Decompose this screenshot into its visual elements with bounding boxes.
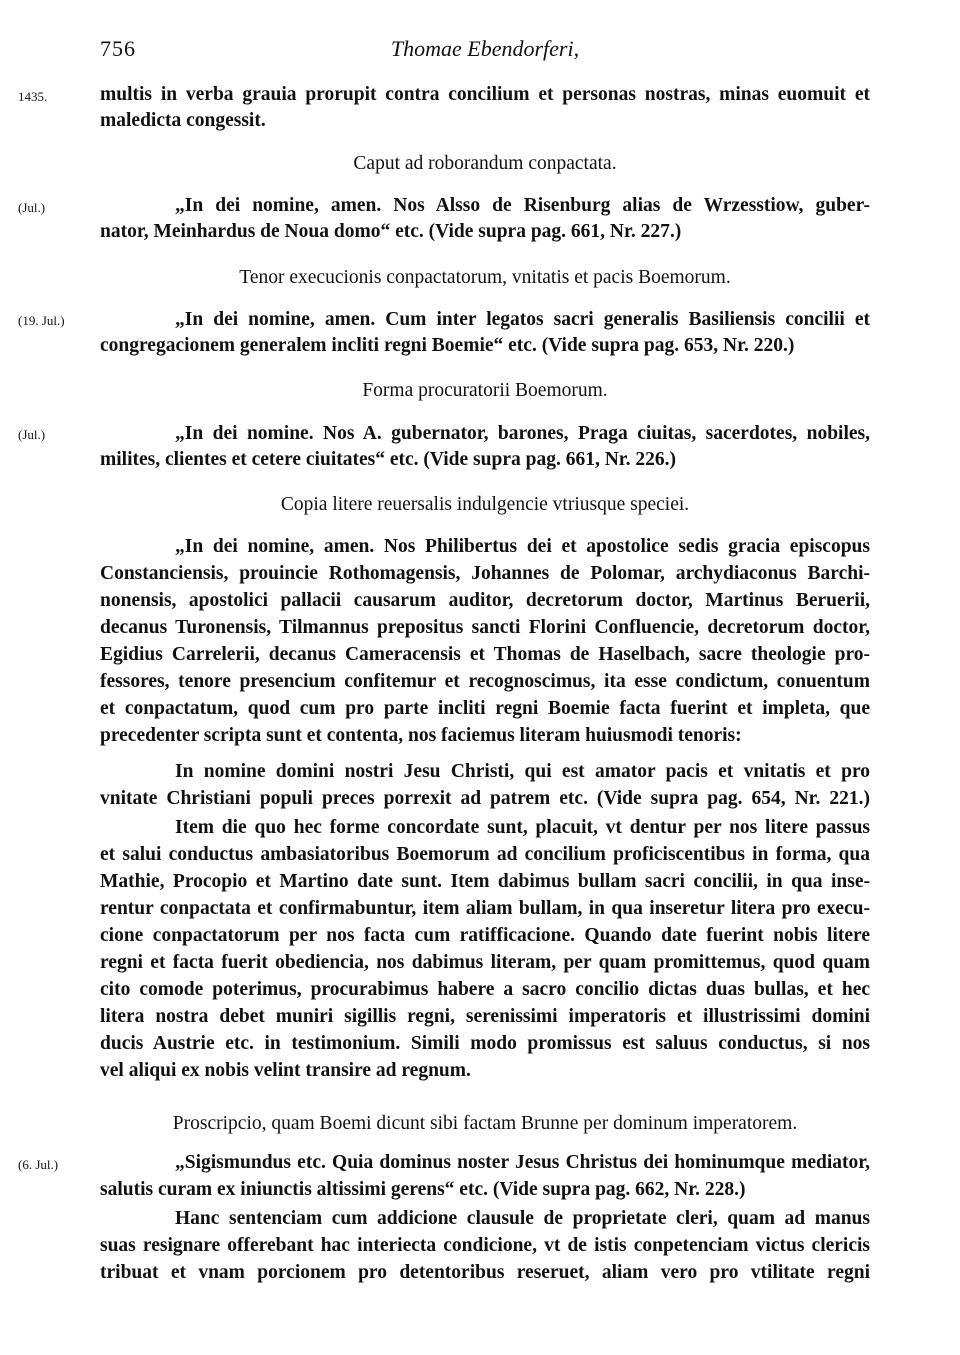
text-line: et salui conductus ambasiatoribus Boemorum ad concilium proficiscentibus in forma, qua: [100, 844, 870, 865]
text-line: cione conpactatorum per nos facta cum ratifficacione. Quando date fuerint nobis litere: [100, 925, 870, 946]
text-line: „In dei nomine, amen. Nos Philibertus dei et apostolice sedis gracia episcopus: [175, 536, 870, 557]
running-title: Thomae Ebendorferi,: [390, 36, 580, 61]
section-heading: Copia litere reuersalis indulgencie vtriusque speciei.: [280, 494, 690, 515]
text-line: suas resignare offerebant hac interiecta condicione, vt de istis conpetenciam victus clericis: [100, 1235, 870, 1256]
text-line: fessores, tenore presencium confitemur et recognoscimus, ita esse condictum, conuentum: [100, 671, 870, 692]
text-line: nonensis, apostolici pallacii causarum auditor, decretorum doctor, Martinus Beruerii,: [100, 590, 870, 611]
margin-note-date: (Jul.): [18, 427, 46, 442]
margin-note-date: (6. Jul.): [18, 1157, 59, 1172]
page-header: [100, 36, 870, 66]
margin-note-date: (Jul.): [18, 200, 46, 215]
section-heading: Proscripcio, quam Boemi dicunt sibi factam Brunne per dominum imperatorem.: [172, 1113, 798, 1134]
text-line: regni et facta fuerit obediencia, nos dabimus literam, per quam promittemus, quod quam: [100, 952, 870, 973]
text-line: „In dei nomine. Nos A. gubernator, barones, Praga ciuitas, sacerdotes, nobiles,: [175, 423, 870, 444]
margin-note-year: 1435.: [18, 89, 48, 104]
text-line: cito comode poterimus, procurabimus habere a sacro concilio dictas duas bullas, et hec: [100, 979, 870, 1000]
section-heading: Tenor execucionis conpactatorum, vnitatis et pacis Boemorum.: [239, 267, 731, 288]
text-line: In nomine domini nostri Jesu Christi, qui est amator pacis et vnitatis et pro: [175, 761, 870, 782]
text-line: milites, clientes et cetere ciuitates“ etc. (Vide supra pag. 661, Nr. 226.): [100, 449, 677, 470]
text-line: ducis Austrie etc. in testimonium. Simili modo promissus est saluus conductus, si nos: [100, 1033, 870, 1054]
section-heading: Forma procuratorii Boemorum.: [362, 380, 608, 401]
text-line: Item die quo hec forme concordate sunt, placuit, vt dentur per nos litere passus: [175, 817, 870, 838]
text-line: multis in verba grauia prorupit contra concilium et personas nostras, minas euomuit et: [100, 84, 870, 105]
text-line: Mathie, Procopio et Martino date sunt. Item dabimus bullam sacri concilii, in qua inse-: [100, 871, 870, 892]
text-line: „Sigismundus etc. Quia dominus noster Jesus Christus dei hominumque mediator,: [175, 1152, 870, 1173]
text-line: litera nostra debet muniri sigillis regni, serenissimi imperatoris et illustrissimi domini: [100, 1006, 870, 1027]
text-line: salutis curam ex iniunctis altissimi gerens“ etc. (Vide supra pag. 662, Nr. 228.): [100, 1179, 746, 1200]
text-line: precedenter scripta sunt et contenta, nos faciemus literam huiusmodi tenoris:: [100, 725, 742, 746]
text-line: vnitate Christiani populi preces porrexit ad patrem etc. (Vide supra pag. 654, Nr. 221.): [100, 788, 870, 809]
page-number: 756: [100, 36, 136, 61]
margin-note-date: (19. Jul.): [18, 313, 65, 328]
text-line: maledicta congessit.: [100, 110, 266, 131]
text-line: Hanc sentenciam cum addicione clausule de proprietate cleri, quam ad manus: [175, 1208, 870, 1229]
text-line: nator, Meinhardus de Noua domo“ etc. (Vide supra pag. 661, Nr. 227.): [100, 221, 682, 242]
text-line: „In dei nomine, amen. Cum inter legatos sacri generalis Basiliensis concilii et: [175, 309, 870, 330]
text-line: congregacionem generalem incliti regni Boemie“ etc. (Vide supra pag. 653, Nr. 220.): [100, 335, 795, 356]
text-line: „In dei nomine, amen. Nos Alsso de Risenburg alias de Wrzesstiow, guber-: [175, 195, 870, 216]
text-line: tribuat et vnam porcionem pro detentoribus reseruet, aliam vero pro vtilitate regni: [100, 1262, 870, 1283]
text-line: Constanciensis, prouincie Rothomagensis, Johannes de Polomar, archydiaconus Barchi-: [100, 563, 870, 584]
text-line: Egidius Carrelerii, decanus Cameracensis et Thomas de Haselbach, sacre theologie pro-: [100, 644, 870, 665]
text-line: vel aliqui ex nobis velint transire ad regnum.: [100, 1060, 471, 1081]
section-heading: Caput ad roborandum conpactata.: [353, 153, 617, 174]
text-line: et conpactatum, quod cum pro parte incliti regni Boemie facta fuerint et impleta, que: [100, 698, 870, 719]
text-line: decanus Turonensis, Tilmannus prepositus sancti Florini Confluencie, decretorum doctor,: [100, 617, 870, 638]
text-line: rentur conpactata et confirmabuntur, item aliam bullam, in qua inseretur litera pro execu-: [100, 898, 870, 919]
